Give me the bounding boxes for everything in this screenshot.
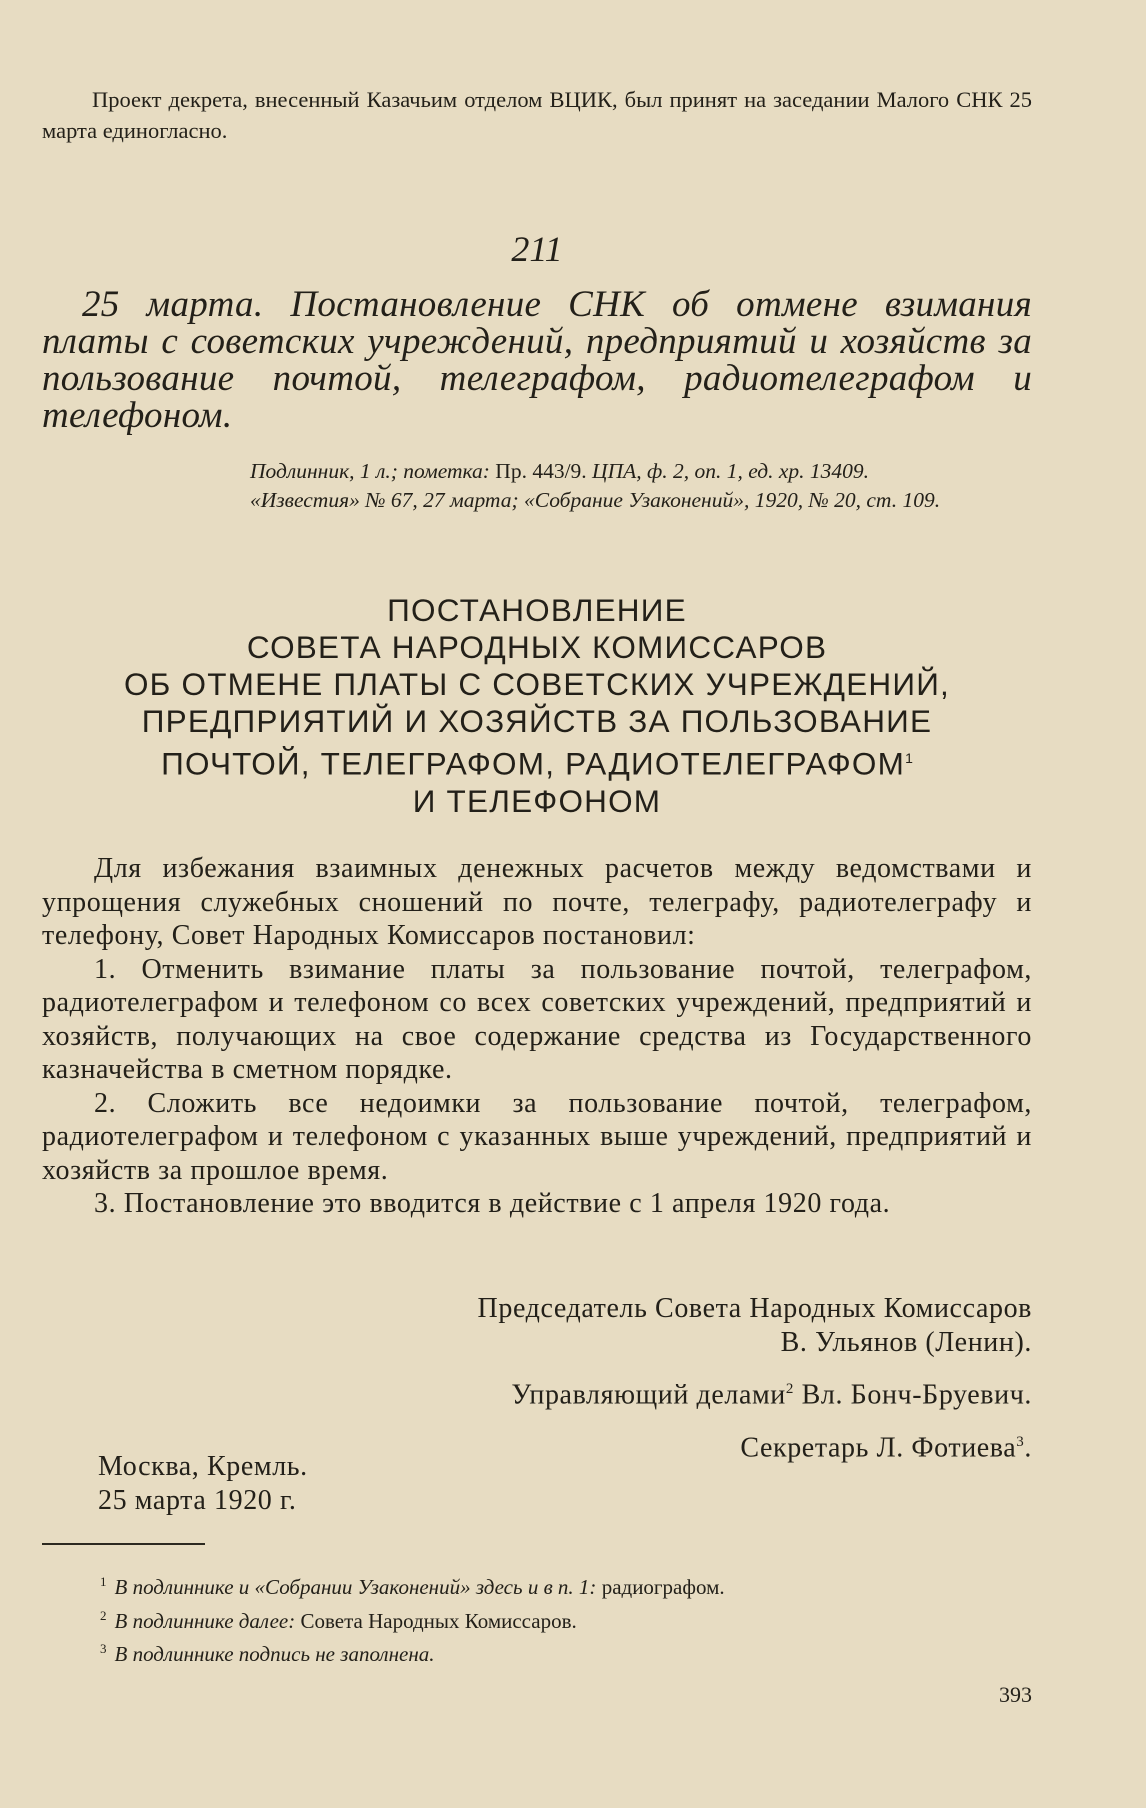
secretary-end: . bbox=[1024, 1432, 1032, 1464]
decree-body bbox=[42, 852, 1032, 1221]
secretary-text: Секретарь Л. Фотиева bbox=[740, 1432, 1017, 1464]
footnotes bbox=[100, 1568, 1032, 1669]
footnote-plain: радиографом. bbox=[601, 1575, 725, 1599]
title-line: ПОЧТОЙ, ТЕЛЕГРАФОМ, РАДИОТЕЛЕГРАФОМ bbox=[161, 745, 906, 782]
document-number: 211 bbox=[511, 229, 563, 269]
title-line-with-footnote bbox=[42, 740, 1032, 783]
title-line: СОВЕТА НАРОДНЫХ КОМИССАРОВ bbox=[246, 629, 828, 665]
decree-title bbox=[42, 592, 1032, 820]
decree-item: 3. Постановление это вводится в действие с 1 апреля 1920 года. bbox=[94, 1188, 891, 1219]
footnote bbox=[100, 1602, 1032, 1636]
footnote-divider bbox=[42, 1543, 205, 1545]
title-line: ПОСТАНОВЛЕНИЕ bbox=[387, 592, 687, 628]
footnote-mark: 1 bbox=[905, 750, 913, 766]
preamble: Для избежания взаимных денежных расчетов между ведомствами и упрощения служебных сношений по почте, телеграфу, радиотелеграфу и телефону, Совет Народных Комиссаров постановил: bbox=[42, 853, 1032, 951]
date: 25 марта 1920 г. bbox=[98, 1484, 297, 1516]
title-line: ОБ ОТМЕНЕ ПЛАТЫ С СОВЕТСКИХ УЧРЕЖДЕНИЙ, bbox=[123, 666, 951, 702]
footnote-number: 1 bbox=[100, 1574, 107, 1589]
source-original-a: Подлинник, 1 л.; пометка: bbox=[250, 459, 490, 483]
manager-name: Вл. Бонч-Бруевич. bbox=[801, 1379, 1032, 1411]
footnote bbox=[100, 1635, 1032, 1669]
place-and-date bbox=[98, 1450, 498, 1517]
chair-name: В. Ульянов (Ленин). bbox=[780, 1326, 1032, 1358]
footnote-number: 2 bbox=[100, 1607, 107, 1623]
source-original-b: Пр. 443/9. bbox=[495, 459, 587, 483]
manager-title: Управляющий делами bbox=[511, 1379, 786, 1411]
title-line: И ТЕЛЕФОНОМ bbox=[412, 782, 662, 819]
footnote-italic: В подлиннике и «Собрании Узаконений» здесь и в п. 1: bbox=[114, 1575, 597, 1599]
chair-title: Председатель Совета Народных Комиссаров bbox=[477, 1293, 1032, 1324]
footnote-plain: Совета Народных Комиссаров. bbox=[300, 1608, 577, 1633]
source-original-c: ЦПА, ф. 2, оп. 1, ед. хр. 13409. bbox=[592, 459, 870, 483]
footnote bbox=[100, 1568, 1032, 1602]
decree-item: 2. Сложить все недоимки за пользование почтой, телеграфом, радиотелеграфом и телефоном с указанных выше учреждений, предприятий и хозяйств за прошлое время. bbox=[42, 1087, 1032, 1186]
footnote-italic: В подлиннике далее: bbox=[114, 1608, 296, 1633]
footnote-italic: В подлиннике подпись не заполнена. bbox=[114, 1642, 435, 1666]
source-references bbox=[200, 458, 1032, 516]
place: Москва, Кремль. bbox=[98, 1451, 308, 1482]
footnote-number: 3 bbox=[100, 1641, 107, 1656]
source-original bbox=[200, 458, 1032, 485]
page-number: 393 bbox=[999, 1682, 1032, 1707]
intro-note bbox=[42, 84, 1032, 146]
signatures bbox=[232, 1292, 1032, 1465]
title-line: ПРЕДПРИЯТИЙ И ХОЗЯЙСТВ ЗА ПОЛЬЗОВАНИЕ bbox=[141, 703, 933, 739]
footnote-mark: 3 bbox=[1016, 1433, 1025, 1450]
source-publication: «Известия» № 67, 27 марта; «Собрание Узаконений», 1920, № 20, ст. 109. bbox=[250, 488, 941, 512]
footnote-mark: 2 bbox=[785, 1381, 795, 1397]
manager-signature bbox=[232, 1373, 1032, 1412]
intro-paragraph: Проект декрета, внесенный Казачьим отделом ВЦИК, был принят на заседании Малого СНК 25 марта единогласно. bbox=[42, 87, 1032, 143]
document-heading bbox=[42, 286, 1032, 434]
decree-item: 1. Отменить взимание платы за пользование почтой, телеграфом, радиотелеграфом и телефоном со всех советских учреждений, предприятий и хозяйств, получающих на свое содержание средства из Государственного казначейства в сметном порядке. bbox=[42, 953, 1032, 1085]
heading-text: 25 марта. Постановление СНК об отмене взимания платы с советских учреждений, предприятий и хозяйств за пользование почтой, телеграфом, радиотелеграфом и телефоном. bbox=[42, 284, 1032, 436]
